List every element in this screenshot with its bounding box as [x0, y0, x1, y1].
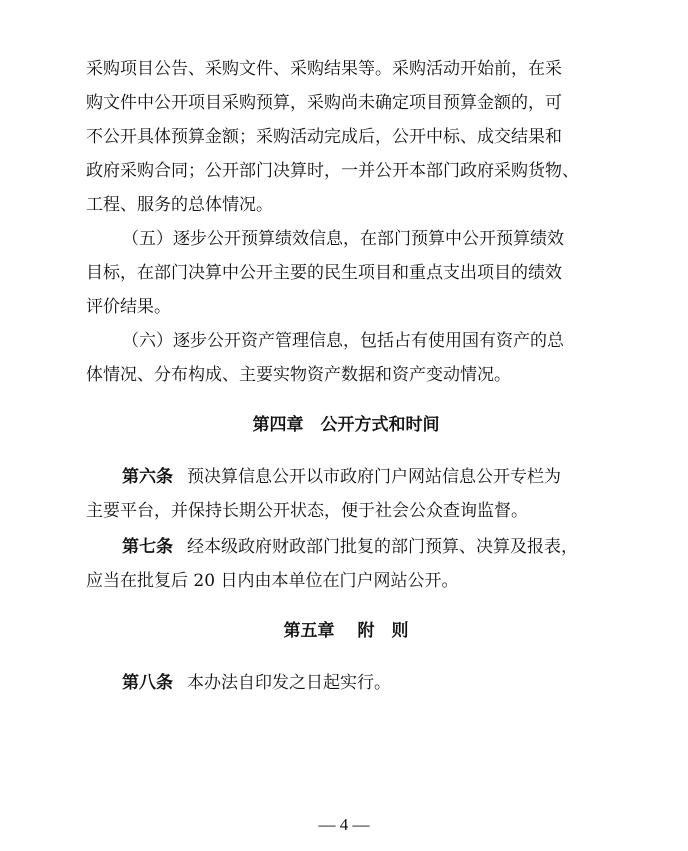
paragraph-line: 应当在批复后 20 日内由本单位在门户网站公开。 [86, 571, 459, 591]
paragraph-line: 不公开具体预算金额；采购活动完成后，公开中标、成交结果和 [86, 127, 562, 147]
page-number: — 4 — [318, 815, 370, 834]
chapter-heading: 第四章 公开方式和时间 [252, 415, 440, 435]
paragraph-line: 政府采购合同；公开部门决算时，一并公开本部门政府采购货物、 [86, 161, 579, 181]
paragraph-line: 采购项目公告、采购文件、采购结果等。采购活动开始前，在采 [86, 59, 562, 79]
paragraph-line: 工程、服务的总体情况。 [86, 195, 273, 215]
article-title: 第八条 [122, 673, 173, 693]
article-line [122, 462, 606, 492]
paragraph-line: 评价结果。 [86, 297, 171, 317]
article-text: 本办法自印发之日起实行。 [187, 673, 391, 693]
paragraph-line: 购文件中公开项目采购预算，采购尚未确定项目预算金额的，可 [86, 93, 562, 113]
article-text: 经本级政府财政部门批复的部门预算、决算及报表， [187, 537, 578, 557]
paragraph-line: 主要平台，并保持长期公开状态，便于社会公众查询监督。 [86, 501, 528, 521]
chapter-heading: 第五章 附 则 [283, 621, 409, 641]
article-text: 预决算信息公开以市政府门户网站信息公开专栏为 [187, 467, 561, 487]
paragraph-line: （六）逐步公开资产管理信息，包括占有使用国有资产的总 [122, 331, 564, 351]
paragraph-line: 体情况、分布构成、主要实物资产数据和资产变动情况。 [86, 365, 511, 385]
article-title: 第七条 [122, 537, 173, 557]
paragraph-line: （五）逐步公开预算绩效信息，在部门预算中公开预算绩效 [122, 229, 564, 249]
article-line [122, 668, 606, 698]
paragraph-line: 目标，在部门决算中公开主要的民生项目和重点支出项目的绩效 [86, 263, 562, 283]
article-title: 第六条 [122, 467, 173, 487]
article-line [122, 532, 606, 562]
